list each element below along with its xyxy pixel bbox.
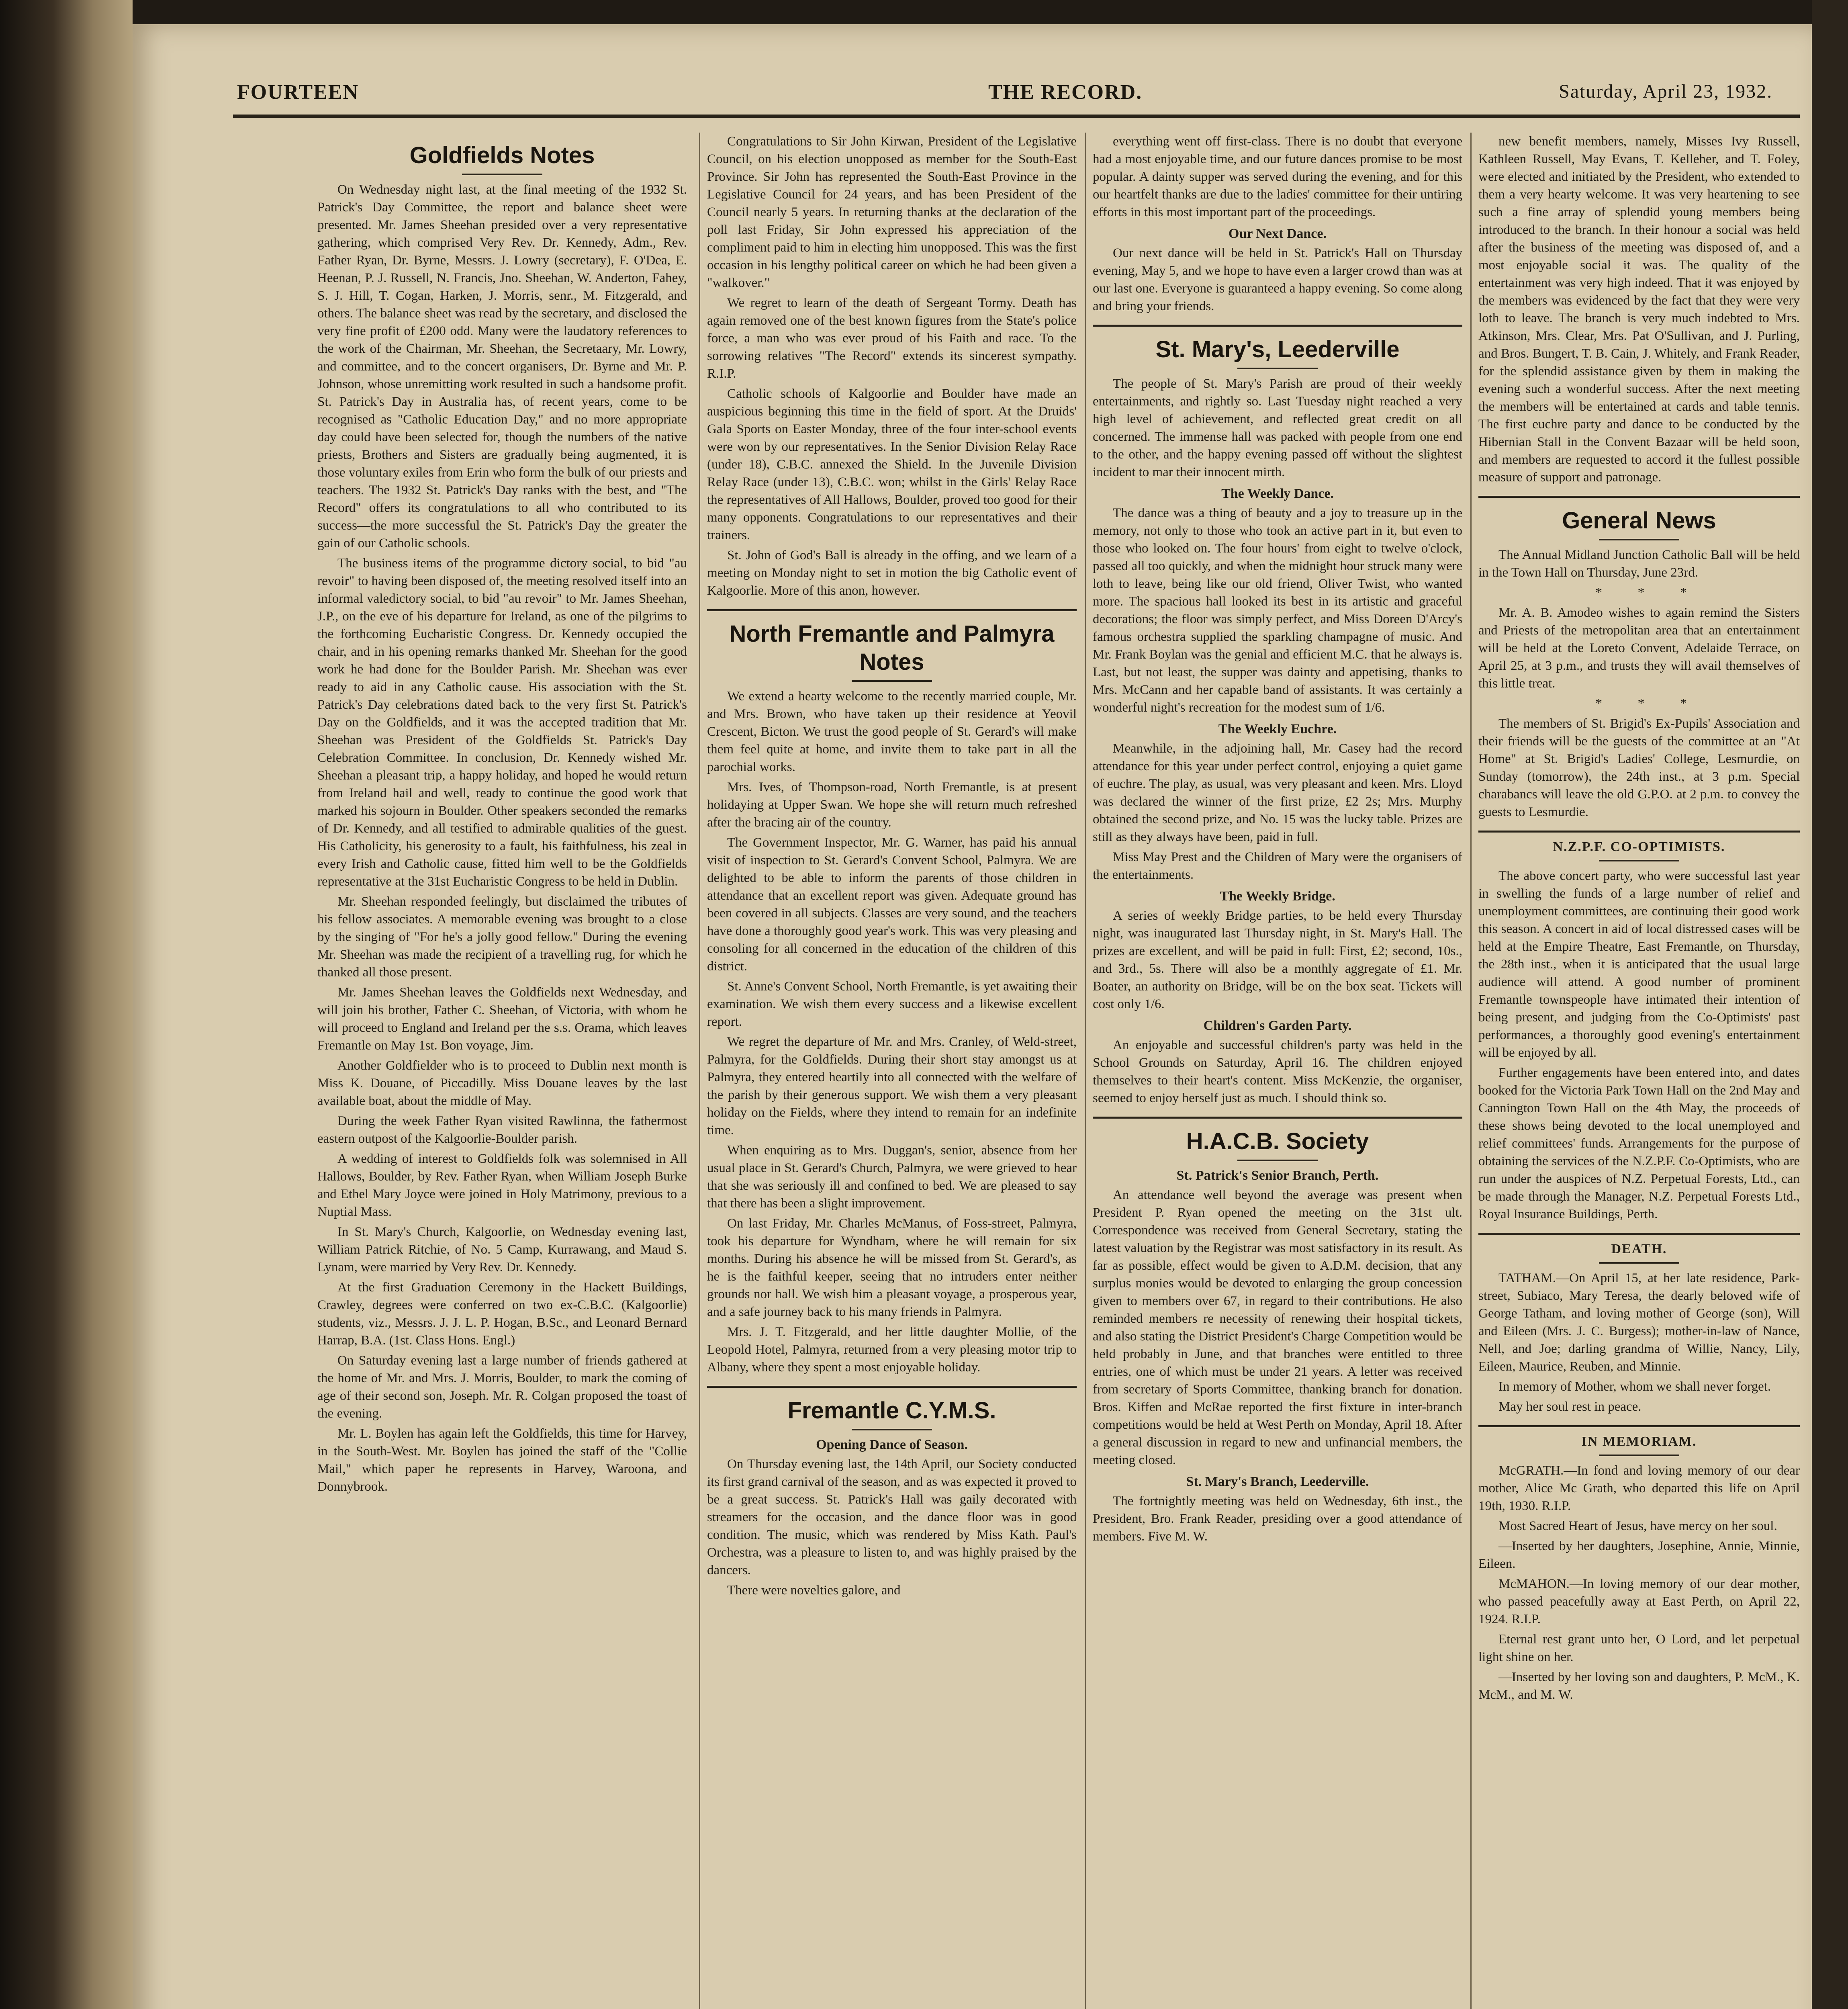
article-paragraph: Eternal rest grant unto her, O Lord, and let perpetual light shine on her. [1478, 1632, 1800, 1664]
article-paragraph: Another Goldfielder who is to proceed to Dublin next month is Miss K. Douane, of Piccadilly. Miss Douane leaves by the last available boat, about the middle of May. [317, 1058, 687, 1108]
section-rule [1093, 325, 1462, 327]
column-1 [317, 133, 687, 1498]
section-rule [1478, 1233, 1800, 1235]
separator-stars: * * * [1595, 585, 1703, 600]
article-paragraph: Mr. Sheehan responded feelingly, but disclaimed the tributes of his fellow associates. A memorable evening was brought to a close by the singing of "For he's a jolly good fellow." During the evening Mr. Sheehan was made the recipient of a travelling rug, for which he thanked all those present. [317, 894, 687, 980]
article-paragraph: Our next dance will be held in St. Patrick's Hall on Thursday evening, May 5, and we hope to have even a larger crowd than was at our last one. Everyone is guaranteed a happy evening. So come along and bring your friends. [1093, 246, 1462, 313]
article-paragraph: On Saturday evening last a large number of friends gathered at the home of Mr. and Mrs. J. Morris, Boulder, to mark the coming of age of their second son, Joseph. Mr. R. Colgan proposed the toast of the evening. [317, 1353, 687, 1421]
article-paragraph: The fortnightly meeting was held on Wednesday, 6th inst., the President, Bro. Frank Reader, presiding over a good attendance of members. Five M. W. [1093, 1494, 1462, 1544]
article-paragraph: Further engagements have been entered into, and dates booked for the Victoria Park Town Hall on the 2nd May and Cannington Town Hall on the 4th May, the proceeds of these shows being devoted to the local unemployed and relief committees' funds. Arrangements for the purpose of obtaining the services of the N.Z.P.F. Co-Optimists, who are run under the auspices of N.Z. Perpetual Forests, Ltd., can be made through the Manager, N.Z. Perpetual Forests Ltd., Royal Insurance Buildings, Perth. [1478, 1066, 1800, 1221]
article-paragraph: Mrs. Ives, of Thompson-road, North Fremantle, is at present holidaying at Upper Swan. We hope she will return much refreshed after the bracing air of the country. [707, 780, 1077, 830]
article-paragraph: There were novelties galore, and [727, 1583, 901, 1598]
article-paragraph: St. John of God's Ball is already in the offing, and we learn of a meeting on Monday night to set in motion the big Catholic event of Kalgoorlie. More of this anon, however. [707, 548, 1077, 598]
separator-stars: * * * [1595, 696, 1703, 711]
heading-underline [852, 680, 932, 682]
article-paragraph: The business items of the programme dictory social, to bid "au revoir" to having been disposed of, the meeting resolved itself into an informal valedictory social, to bid "au revoir" to Mr. James Sheehan, J.P., on the eve of his departure for Ireland, as one of the pilgrims to the forthcoming Eucharistic Congress. Dr. Kennedy occupied the chair, and in his opening remarks thanked Mr. Sheehan for the good work he had done for the Boulder Parish. Mr. Sheehan was ever ready to aid in any Catholic cause. His association with the St. Patrick's Day celebrations dated back to the very first St. Patrick's Day on the Goldfields, and it was the accepted tradition that Mr. Sheehan was President of the Goldfields St. Patrick's Day Celebration Committee. In conclusion, Dr. Kennedy wished Mr. Sheehan a pleasant trip, a happy holiday, and hoped he would return from Ireland hail and well, ready to continue the good work that marked his sojourn in Boulder. Other speakers seconded the remarks of Dr. Kennedy, and all testified to admirable qualities of the guest. His Catholicity, his generosity to a fault, his faithfulness, his zeal in every Irish and Catholic cause, fitted him well to be the Goldfields representative at the 31st Eucharistic Congress to be held in Dublin. [317, 556, 687, 889]
book-spine [0, 0, 133, 2009]
article-paragraph: In St. Mary's Church, Kalgoorlie, on Wednesday evening last, William Patrick Ritchie, of No. 5 Camp, Kurrawang, and Maud S. Lynam, were married by Very Rev. Dr. Kennedy. [317, 1225, 687, 1275]
article-paragraph: During the week Father Ryan visited Rawlinna, the fathermost eastern outpost of the Kalgoorlie-Boulder parish. [317, 1114, 687, 1146]
article-heading: General News [1562, 507, 1716, 534]
article-paragraph: The dance was a thing of beauty and a joy to treasure up in the memory, not only to those who took an active part in it, but even to those who looked on. The four hours' from eight to twelve o'clock, passed all too quickly, and when the midnight hour struck many were loth to leave, being like our old friend, Oliver Twist, who wanted more. The spacious hall looked its best in its artistic and graceful decorations; the floor was simply perfect, and Miss Doreen D'Arcy's famous orchestra supplied the sparkling champagne of music. And Mr. Frank Boylan was the genial and efficient M.C. that he always is. Last, but not least, the supper was dainty and appetising, thanks to Mrs. McCann and her capable band of assistants. It was certainly a wonderful night's recreation for the modest sum of 1/6. [1093, 506, 1462, 715]
section-rule [1478, 831, 1800, 833]
section-rule [1478, 496, 1800, 498]
column-divider [1085, 133, 1086, 2009]
article-paragraph: We regret to learn of the death of Sergeant Tormy. Death has again removed one of the best known figures from the State's police force, a man who was ever proud of his Faith and race. To the sorrowing relatives "The Record" extends its sincerest sympathy. R.I.P. [707, 296, 1077, 381]
article-paragraph: Most Sacred Heart of Jesus, have mercy on her soul. [1498, 1519, 1777, 1533]
column-3 [1093, 133, 1462, 1548]
article-paragraph: The above concert party, who were successful last year in swelling the funds of a large number of relief and unemployment committees, are continuing their good work this season. A concert in aid of local distressed cases will be held at the Empire Theatre, East Fremantle, on Thursday, the 28th inst., when it is anticipated that the usual large audience will attend. A good number of prominent Fremantle townspeople have intimated their intention of being present, and judging from the Co-Optimists' past performances, a thoroughly good evening's entertainment will be enjoyed by all. [1478, 869, 1800, 1060]
article-paragraph: Mrs. J. T. Fitzgerald, and her little daughter Mollie, of the Leopold Hotel, Palmyra, returned from a very pleasing motor trip to Albany, where they spent a most enjoyable holiday. [707, 1325, 1077, 1375]
section-rule [707, 1386, 1077, 1388]
heading-underline [1237, 1160, 1318, 1161]
article-paragraph: On last Friday, Mr. Charles McManus, of Foss-street, Palmyra, took his departure for Wyndham, where he will remain for six months. During his absence he will be missed from St. Gerard's, as he is the faithful keeper, seeing that no intruders enter neither grounds nor hall. We wish him a pleasant voyage, a prosperous year, and a safe journey back to his many friends in Palmyra. [707, 1216, 1077, 1319]
article-paragraph: On Thursday evening last, the 14th April, our Society conducted its first grand carnival of the season, and as was expected it proved to be a great success. St. Patrick's Hall was gaily decorated with streamers for the occasion, and the dance floor was in good condition. The music, which was rendered by Miss Kath. Paul's Orchestra, was a pleasure to listen to, and was highly praised by the dancers. [707, 1457, 1077, 1577]
article-heading: St. Mary's, Leederville [1155, 336, 1400, 362]
column-4 [1478, 133, 1800, 1706]
article-paragraph: St. Anne's Convent School, North Fremantle, is yet awaiting their examination. We wish them every success and a likewise excellent report. [707, 979, 1077, 1029]
article-paragraph: McGRATH.—In fond and loving memory of our dear mother, Alice Mc Grath, who departed this life on April 19th, 1930. R.I.P. [1478, 1463, 1800, 1513]
article-paragraph: An enjoyable and successful children's party was held in the School Grounds on Saturday, April 16. The children enjoyed themselves to their heart's content. Miss McKenzie, the organiser, seemed to enjoy herself just as much. I should think so. [1093, 1038, 1462, 1105]
article-paragraph: At the first Graduation Ceremony in the Hackett Buildings, Crawley, degrees were conferred on two ex-C.B.C. (Kalgoorlie) students, viz., Messrs. J. J. L. P. Hogan, B.Sc., and Leonard Bernard Harrap, B.A. (1st. Class Hons. Engl.) [317, 1280, 687, 1348]
article-paragraph: An attendance well beyond the average was present when President P. Ryan opened the meeting on the 31st ult. Correspondence was received from General Secretary, stating the latest valuation by the Registrar was most satisfactory in its result. As far as possible, effect would be given to A.D.M. decision, that any surplus monies would be devoted to enlarging the group concession given to members over 67, in regard to their contributions. He also reminded members re necessity of renewing their hospital tickets, and also stating the District President's Charge Competition would be held probably in June, and that branches were entitled to three entries, one of which must be under 21 years. A letter was received from secretary of Sports Committee, thanking branch for donation. Bros. Kiffen and McRae reported the first fixture in inter-branch competitions would be held at West Perth on Monday, April 18. After a general discussion in regard to new and unfinancial members, the meeting closed. [1093, 1188, 1462, 1467]
article-paragraph: Mr. A. B. Amodeo wishes to again remind the Sisters and Priests of the metropolitan area that an entertainment will be held at the Loreto Convent, Adelaide Terrace, on April 25, at 3 p.m., and trusts they will avail themselves of this little treat. [1478, 606, 1800, 691]
column-2 [707, 133, 1077, 1602]
heading-underline [462, 174, 542, 175]
article-subheading: The Weekly Dance. [1221, 486, 1334, 501]
article-paragraph: TATHAM.—On April 15, at her late residence, Park-street, Subiaco, Mary Teresa, the dearly beloved wife of George Tatham, and loving mother of George (son), Will and Eileen (Mrs. J. C. Burgess); mother-in-law of Nance, Nell, and Joe; darling grandma of Willie, Nancy, Lily, Eileen, Maurice, Reuben, and Minnie. [1478, 1271, 1800, 1374]
article-paragraph: We regret the departure of Mr. and Mrs. Cranley, of Weld-street, Palmyra, for the Goldfields. During their short stay amongst us at Palmyra, they entered heartily into all connected with the welfare of the parish by their generous support. We wish them a very pleasant holiday on the Fields, where they intend to remain for an indefinite time. [707, 1035, 1077, 1137]
article-paragraph: A series of weekly Bridge parties, to be held every Thursday night, was inaugurated last Thursday night, in St. Mary's Hall. The prizes are excellent, and will be paid in full: First, £2; second, 10s., and 3rd., 5s. There will also be a monthly aggregate of £1. Mr. Boater, an authority on Bridge, will be on the box seat. Tickets will cost only 1/6. [1093, 908, 1462, 1011]
article-subheading: St. Mary's Branch, Leederville. [1186, 1474, 1369, 1489]
article-paragraph: McMAHON.—In loving memory of our dear mother, who passed peacefully away at East Perth, on April 22, 1924. R.I.P. [1478, 1577, 1800, 1626]
article-paragraph: everything went off first-class. There is no doubt that everyone had a most enjoyable time, and our future dances promise to be most popular. A dainty supper was served during the evening, and for this our heartfelt thanks are due to the ladies' committee for their untiring efforts in this most important part of the proceedings. [1093, 134, 1462, 219]
article-paragraph: —Inserted by her loving son and daughters, P. McM., K. McM., and M. W. [1478, 1670, 1800, 1702]
article-heading: H.A.C.B. Society [1186, 1128, 1369, 1154]
heading-underline [1599, 539, 1679, 540]
article-heading: Goldfields Notes [409, 142, 595, 168]
masthead-title: THE RECORD. [988, 81, 1143, 104]
article-paragraph: Mr. L. Boylen has again left the Goldfields, this time for Harvey, in the South-West. Mr. Boylen has joined the staff of the "Collie Mail," which paper he represents in Harvey, Waroona, and Donnybrook. [317, 1426, 687, 1494]
article-paragraph: Mr. James Sheehan leaves the Goldfields next Wednesday, and will join his brother, Father C. Sheehan, of Victoria, with whom he will proceed to England and Ireland per the s.s. Orama, which leaves Fremantle on May 1st. Bon voyage, Jim. [317, 985, 687, 1053]
article-subheading: The Weekly Bridge. [1220, 889, 1335, 904]
header-rule [233, 115, 1800, 118]
page-number-label: FOURTEEN [237, 81, 359, 104]
article-paragraph: A wedding of interest to Goldfields folk was solemnised in All Hallows, Boulder, by Rev. Father Ryan, when William Joseph Burke and Ethel Mary Joyce were joined in Holy Matrimony, previous to a Nuptial Mass. [317, 1152, 687, 1219]
article-subheading: St. Patrick's Senior Branch, Perth. [1176, 1168, 1379, 1183]
section-rule [707, 609, 1077, 611]
page-edge-shadow [1812, 0, 1848, 2009]
heading-underline [1237, 368, 1318, 369]
heading-underline [1599, 1262, 1679, 1264]
article-paragraph: Catholic schools of Kalgoorlie and Boulder have made an auspicious beginning this time in the field of sport. At the Druids' Gala Sports on Easter Monday, three of the four inter-school events were won by our representatives. In the Senior Division Relay Race (under 18), C.B.C. annexed the Shield. In the Juvenile Division Relay Race (under 13), C.B.C. won; whilst in the Girls' Relay Race the representatives of All Hallows, Boulder, proved too good for their many opponents. Congratulations to our representatives and their trainers. [707, 387, 1077, 542]
column-divider [1470, 133, 1472, 2009]
column-divider [699, 133, 700, 2009]
article-paragraph: When enquiring as to Mrs. Duggan's, senior, absence from her usual place in St. Gerard's Church, Palmyra, we were grieved to hear that she was seriously ill and confined to bed. We are pleased to say that there has been a slight improvement. [707, 1143, 1077, 1211]
article-paragraph: In memory of Mother, whom we shall never forget. [1498, 1379, 1771, 1394]
section-label: N.Z.P.F. CO-OPTIMISTS. [1553, 839, 1725, 854]
issue-date: Saturday, April 23, 1932. [1559, 81, 1773, 102]
article-subheading: Children's Garden Party. [1203, 1018, 1352, 1033]
article-subheading: Our Next Dance. [1229, 226, 1327, 241]
section-label: IN MEMORIAM. [1581, 1434, 1697, 1449]
article-paragraph: —Inserted by her daughters, Josephine, Annie, Minnie, Eileen. [1478, 1539, 1800, 1571]
section-label: DEATH. [1611, 1242, 1667, 1256]
heading-underline [1599, 1455, 1679, 1456]
article-paragraph: On Wednesday night last, at the final meeting of the 1932 St. Patrick's Day Committee, the report and balance sheet were presented. Mr. James Sheehan presided over a very representative gathering, which comprised Very Rev. Dr. Kennedy, Adm., Rev. Father Ryan, Dr. Byrne, Messrs. J. Lowry (secretary), F. O'Dea, E. Heenan, P. J. Russell, N. Francis, Jno. Sheehan, W. Anderton, Fahey, S. J. Hill, T. Cogan, Harken, J. Morris, senr., M. Fitzgerald, and others. The balance sheet was read by the secretary, and disclosed the very fine profit of £200 odd. Many were the laudatory references to the work of the Chairman, Mr. Sheehan, the Secretaary, Mr. Lowry, and committee, and to the concert organisers, Dr. Byrne and Mr. P. Johnson, whose unremitting work resulted in such a handsome profit. St. Patrick's Day in Australia has, of recent years, come to be recognised as "Catholic Education Day," and no more appropriate day could have been selected for, though the numbers of the native priests, Brothers and Sisters are gradually being augmented, it is those voluntary exiles from Erin who form the bulk of our priests and teachers. The 1932 St. Patrick's Day ranks with the best, and "The Record" offers its congratulations to all who contributed to its success—the more successful the St. Patrick's Day the greater the gain of our Catholic schools. [317, 182, 687, 550]
article-paragraph: Miss May Prest and the Children of Mary were the organisers of the entertainments. [1093, 850, 1462, 882]
article-paragraph: Meanwhile, in the adjoining hall, Mr. Casey had the record attendance for this year under perfect control, enjoying a quiet game of euchre. The play, as usual, was very pleasant and keen. Mrs. Lloyd was declared the winner of the first prize, £2 2s; Mrs. Murphy obtained the second prize, and No. 15 was the lucky table. Prizes are still as they always have been, paid in full. [1093, 741, 1462, 844]
heading-underline [852, 1429, 932, 1430]
heading-underline [1599, 860, 1679, 861]
article-subheading: The Weekly Euchre. [1218, 722, 1337, 736]
article-heading: Fremantle C.Y.M.S. [787, 1397, 996, 1424]
article-subheading: Opening Dance of Season. [816, 1437, 968, 1452]
article-paragraph: We extend a hearty welcome to the recently married couple, Mr. and Mrs. Brown, who have taken up their residence at Yeovil Crescent, Bicton. We trust the good people of St. Gerard's will make them feel quite at home, and invite them to take part in all the parochial works. [707, 689, 1077, 774]
section-rule [1478, 1425, 1800, 1427]
article-paragraph: Congratulations to Sir John Kirwan, President of the Legislative Council, on his election unopposed as member for the South-East Province. Sir John has represented the South-East Province in the Legislative Council for 24 years, and has been President of the Council nearly 5 years. In returning thanks at the declaration of the poll last Friday, Sir John expressed his appreciation of the compliment paid to him in electing him unopposed. This was the first occasion in his lengthy political career on which he had been given a "walkover." [707, 134, 1077, 290]
article-paragraph: new benefit members, namely, Misses Ivy Russell, Kathleen Russell, May Evans, T. Kelleher, and T. Foley, were elected and initiated by the President, who extended to them a very hearty welcome. It was very heartening to see such a fine array of splendid young members being introduced to the branch. In their honour a social was held after the business of the meeting was disposed of, and a most enjoyable social it was. The quality of the entertainment was very high indeed. That it was enjoyed by the members was evidenced by the fact that they were very loth to leave. The branch is very much indebted to Mrs. Atkinson, Mrs. Clear, Mrs. Pat O'Sullivan, and J. Purling, and Bros. Bungert, T. B. Cain, J. Whitely, and Frank Reader, for the splendid assistance given by them in making the evening such a wonderful success. After the next meeting the members will be entertained at cards and table tennis. The first euchre party and dance to be conducted by the Hibernian Stall in the Convent Bazaar will be held soon, and members are requested to accord it the fullest possible measure of support and patronage. [1478, 134, 1800, 485]
article-paragraph: The members of St. Brigid's Ex-Pupils' Association and their friends will be the guests of the committee at an "At Home" at St. Brigid's Ladies' College, Lesmurdie, on Sunday (tomorrow), the 24th inst., at 3 p.m. Special charabancs will leave the old G.P.O. at 2 p.m. to convey the guests to Lesmurdie. [1478, 716, 1800, 819]
article-paragraph: The Annual Midland Junction Catholic Ball will be held in the Town Hall on Thursday, June 23rd. [1478, 548, 1800, 580]
article-heading: North Fremantle and Palmyra Notes [729, 621, 1055, 675]
article-paragraph: The Government Inspector, Mr. G. Warner, has paid his annual visit of inspection to St. Gerard's Convent School, Palmyra. We are delighted to be able to inform the parents of those children in attendance that an excellent report was given. Adequate ground has been covered in all subjects. Classes are very sound, and the teachers have done a thoroughly good year's work. This was very pleasing and consoling for all concerned in the education of the children of this district. [707, 835, 1077, 974]
article-paragraph: May her soul rest in peace. [1498, 1399, 1642, 1414]
article-paragraph: The people of St. Mary's Parish are proud of their weekly entertainments, and rightly so. Last Tuesday night reached a very high level of achievement, and reflected great credit on all concerned. The immense hall was packed with people from one end to the other, and the happy evening passed off without the slightest incident to mar their innocent mirth. [1093, 376, 1462, 479]
section-rule [1093, 1117, 1462, 1119]
